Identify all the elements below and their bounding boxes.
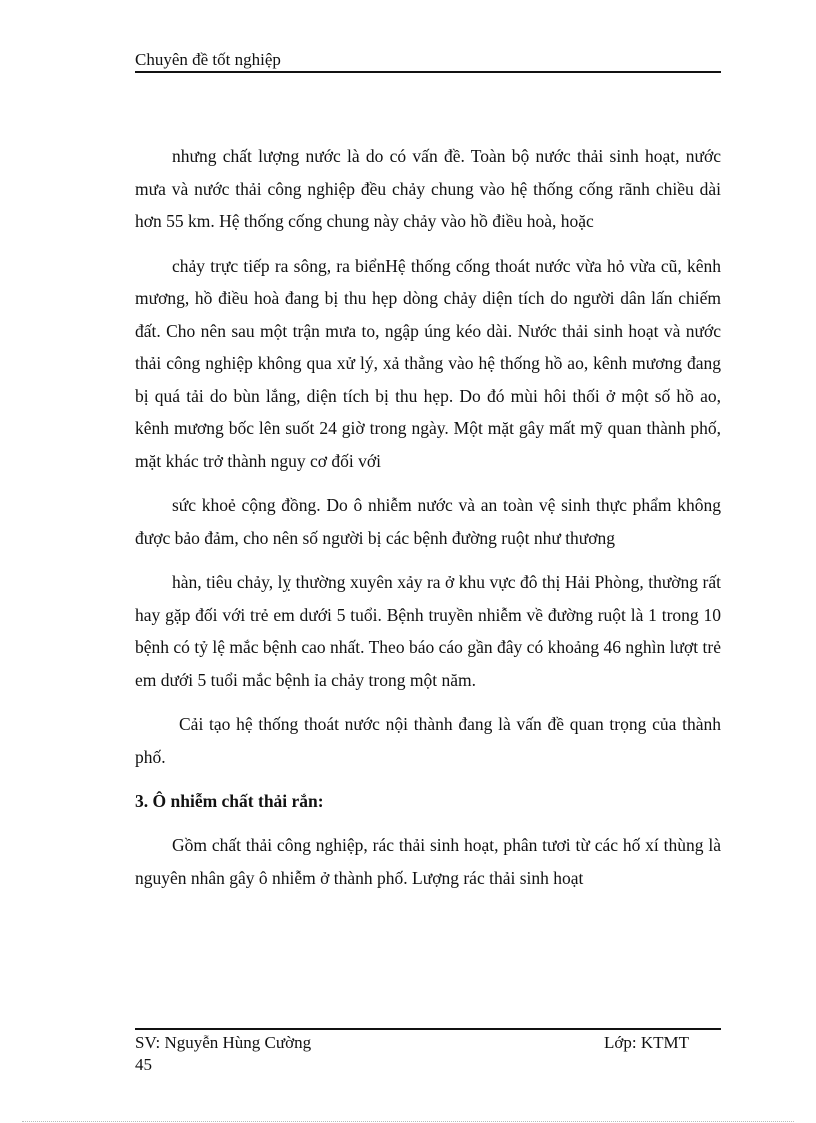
footer-student: SV: Nguyễn Hùng Cường [135, 1033, 312, 1052]
section-paragraph: Gồm chất thải công nghiệp, rác thải sinh hoạt, phân tươi từ các hố xí thùng là nguyên nhân gây ô nhiễm ở thành phố. Lượng rác thải sinh hoạt [135, 835, 721, 888]
page-edge-divider [22, 1121, 794, 1122]
body-paragraph: sức khoẻ cộng đồng. Do ô nhiễm nước và an toàn vệ sinh thực phẩm không được bảo đảm, cho nên số người bị các bệnh đường ruột như thương [135, 495, 721, 548]
body-paragraph: hàn, tiêu chảy, lỵ thường xuyên xảy ra ở khu vực đô thị Hải Phòng, thường rất hay gặp đối với trẻ em dưới 5 tuổi. Bệnh truyền nhiễm về đường ruột là 1 trong 10 bệnh có tỷ lệ mắc bệnh cao nhất. Theo báo cáo gần đây có khoảng 46 nghìn lượt trẻ em dưới 5 tuổi mắc bệnh ỉa chảy trong một năm. [135, 572, 721, 690]
footer-class: Lớp: KTMT [604, 1033, 690, 1052]
running-header: Chuyên đề tốt nghiệp [135, 50, 281, 69]
body-paragraph: chảy trực tiếp ra sông, ra biểnHệ thống cống thoát nước vừa hỏ vừa cũ, kênh mương, hồ điều hoà đang bị thu hẹp dòng chảy diện tích do người dân lấn chiếm đất. Cho nên sau một trận mưa to, ngập úng kéo dài. Nước thải sinh hoạt và nước thải công nghiệp không qua xử lý, xả thẳng vào hệ thống hồ ao, kênh mương đang bị quá tải do bùn lắng, diện tích bị thu hẹp. Do đó mùi hôi thối ở một số hồ ao, kênh mương bốc lên suốt 24 giờ trong ngày. Một mặt gây mất mỹ quan thành phố, mặt khác trở thành nguy cơ đối với [135, 255, 721, 471]
header-rule [135, 71, 721, 73]
page-number: 45 [135, 1055, 152, 1074]
footer-rule [135, 1028, 721, 1030]
body-paragraph: Cải tạo hệ thống thoát nước nội thành đang là vấn đề quan trọng của thành phố. [135, 714, 721, 767]
document-body [135, 140, 721, 894]
section-heading: 3. Ô nhiễm chất thải rắn: [135, 791, 324, 811]
body-paragraph: nhưng chất lượng nước là do có vấn đề. Toàn bộ nước thải sinh hoạt, nước mưa và nước thải công nghiệp đều chảy chung vào hệ thống cống rãnh chiều dài hơn 55 km. Hệ thống cống chung này chảy vào hồ điều hoà, hoặc [135, 146, 721, 231]
